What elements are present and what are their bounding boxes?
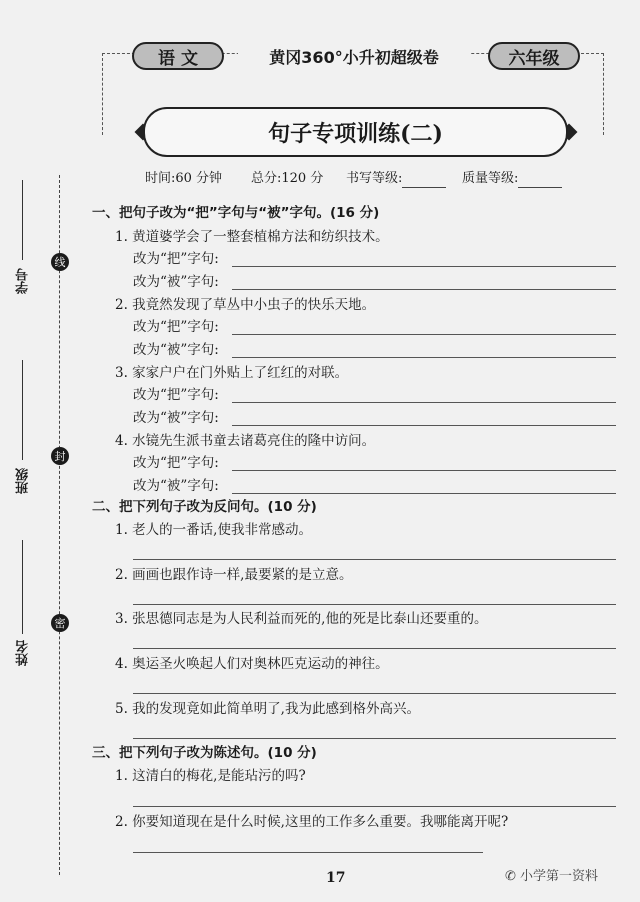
total-score-info: 总分:120 分: [251, 171, 324, 186]
s1-q4-ba-label: 改为“把”字句:: [133, 455, 219, 471]
s1-question-1: 1. 黄道婆学会了一整套植棉方法和纺织技术。: [115, 229, 389, 245]
s2-question-3: 3. 张思德同志是为人民利益而死的,他的死是比泰山还要重的。: [115, 611, 488, 627]
time-info: 时间:60 分钟: [145, 171, 223, 186]
s1-q1-bei-answer-line[interactable]: [232, 289, 616, 290]
name-blank[interactable]: [22, 540, 23, 634]
quality-grade-label: [462, 170, 562, 188]
s1-q2-ba-answer-line[interactable]: [232, 334, 616, 335]
s1-question-3: 3. 家家户户在门外贴上了红红的对联。: [115, 365, 349, 381]
s1-question-2: 2. 我竟然发现了草丛中小虫子的快乐天地。: [115, 297, 376, 313]
s1-q4-ba-answer-line[interactable]: [232, 470, 616, 471]
s1-q2-bei-answer-line[interactable]: [232, 357, 616, 358]
s1-q3-bei-label: 改为“被”字句:: [133, 410, 219, 426]
s2-question-5: 5. 我的发现竟如此简单明了,我为此感到格外高兴。: [115, 701, 420, 717]
name-label: 姓名: [16, 640, 31, 666]
s2-q2-answer-line[interactable]: [133, 604, 616, 605]
s1-q3-ba-answer-line[interactable]: [232, 402, 616, 403]
section-2-heading: 二、把下列句子改为反问句。(10 分): [92, 499, 317, 515]
s2-question-1: 1. 老人的一番话,使我非常感动。: [115, 522, 312, 538]
seal-line-icon: 线: [51, 253, 69, 271]
subject-badge: 语 文: [132, 42, 224, 70]
writing-grade-text: 书写等级:: [346, 171, 403, 186]
page-number: 17: [326, 870, 346, 886]
s1-q4-bei-label: 改为“被”字句:: [133, 478, 219, 494]
watermark: [505, 865, 598, 884]
s1-question-4: 4. 水镜先生派书童去诸葛亮住的隆中访问。: [115, 433, 376, 449]
s1-q1-ba-answer-line[interactable]: [232, 266, 616, 267]
student-id-label: 学号: [16, 268, 31, 294]
s2-question-4: 4. 奥运圣火唤起人们对奥林匹克运动的神往。: [115, 656, 389, 672]
page-title: 句子专项训练(二): [143, 107, 568, 157]
s3-q2-answer-line[interactable]: [133, 852, 483, 853]
s1-q2-bei-label: 改为“被”字句:: [133, 342, 219, 358]
series-title: 黄冈360°小升初超级卷: [238, 42, 470, 70]
s2-q5-answer-line[interactable]: [133, 738, 616, 739]
s3-question-2: 2. 你要知道现在是什么时候,这里的工作多么重要。我哪能离开呢?: [115, 814, 509, 830]
s2-q1-answer-line[interactable]: [133, 559, 616, 560]
s1-q2-ba-label: 改为“把”字句:: [133, 319, 219, 335]
s1-q1-bei-label: 改为“被”字句:: [133, 274, 219, 290]
grade-badge: 六年级: [488, 42, 580, 70]
s1-q3-bei-answer-line[interactable]: [232, 425, 616, 426]
quality-grade-text: 质量等级:: [462, 171, 519, 186]
quality-grade-blank[interactable]: [518, 175, 562, 188]
s2-question-2: 2. 画画也跟作诗一样,最要紧的是立意。: [115, 567, 353, 583]
section-1-heading: 一、把句子改为“把”字句与“被”字句。(16 分): [92, 205, 380, 221]
seal-close-icon: 密: [51, 614, 69, 632]
class-blank[interactable]: [22, 360, 23, 460]
s1-q4-bei-answer-line[interactable]: [232, 493, 616, 494]
seal-seal-icon: 封: [51, 447, 69, 465]
wechat-icon: ✆: [505, 869, 516, 884]
writing-grade-blank[interactable]: [402, 175, 446, 188]
section-3-heading: 三、把下列句子改为陈述句。(10 分): [92, 745, 317, 761]
s1-q3-ba-label: 改为“把”字句:: [133, 387, 219, 403]
student-id-blank[interactable]: [22, 180, 23, 260]
s3-question-1: 1. 这清白的梅花,是能玷污的吗?: [115, 768, 306, 784]
s2-q4-answer-line[interactable]: [133, 693, 616, 694]
s2-q3-answer-line[interactable]: [133, 648, 616, 649]
watermark-text: 小学第一资料: [520, 869, 599, 884]
s3-q1-answer-line[interactable]: [133, 806, 616, 807]
class-label: 班级: [16, 468, 31, 494]
s1-q1-ba-label: 改为“把”字句:: [133, 251, 219, 267]
binding-dashed-line: [59, 175, 60, 875]
writing-grade-label: [346, 170, 446, 188]
